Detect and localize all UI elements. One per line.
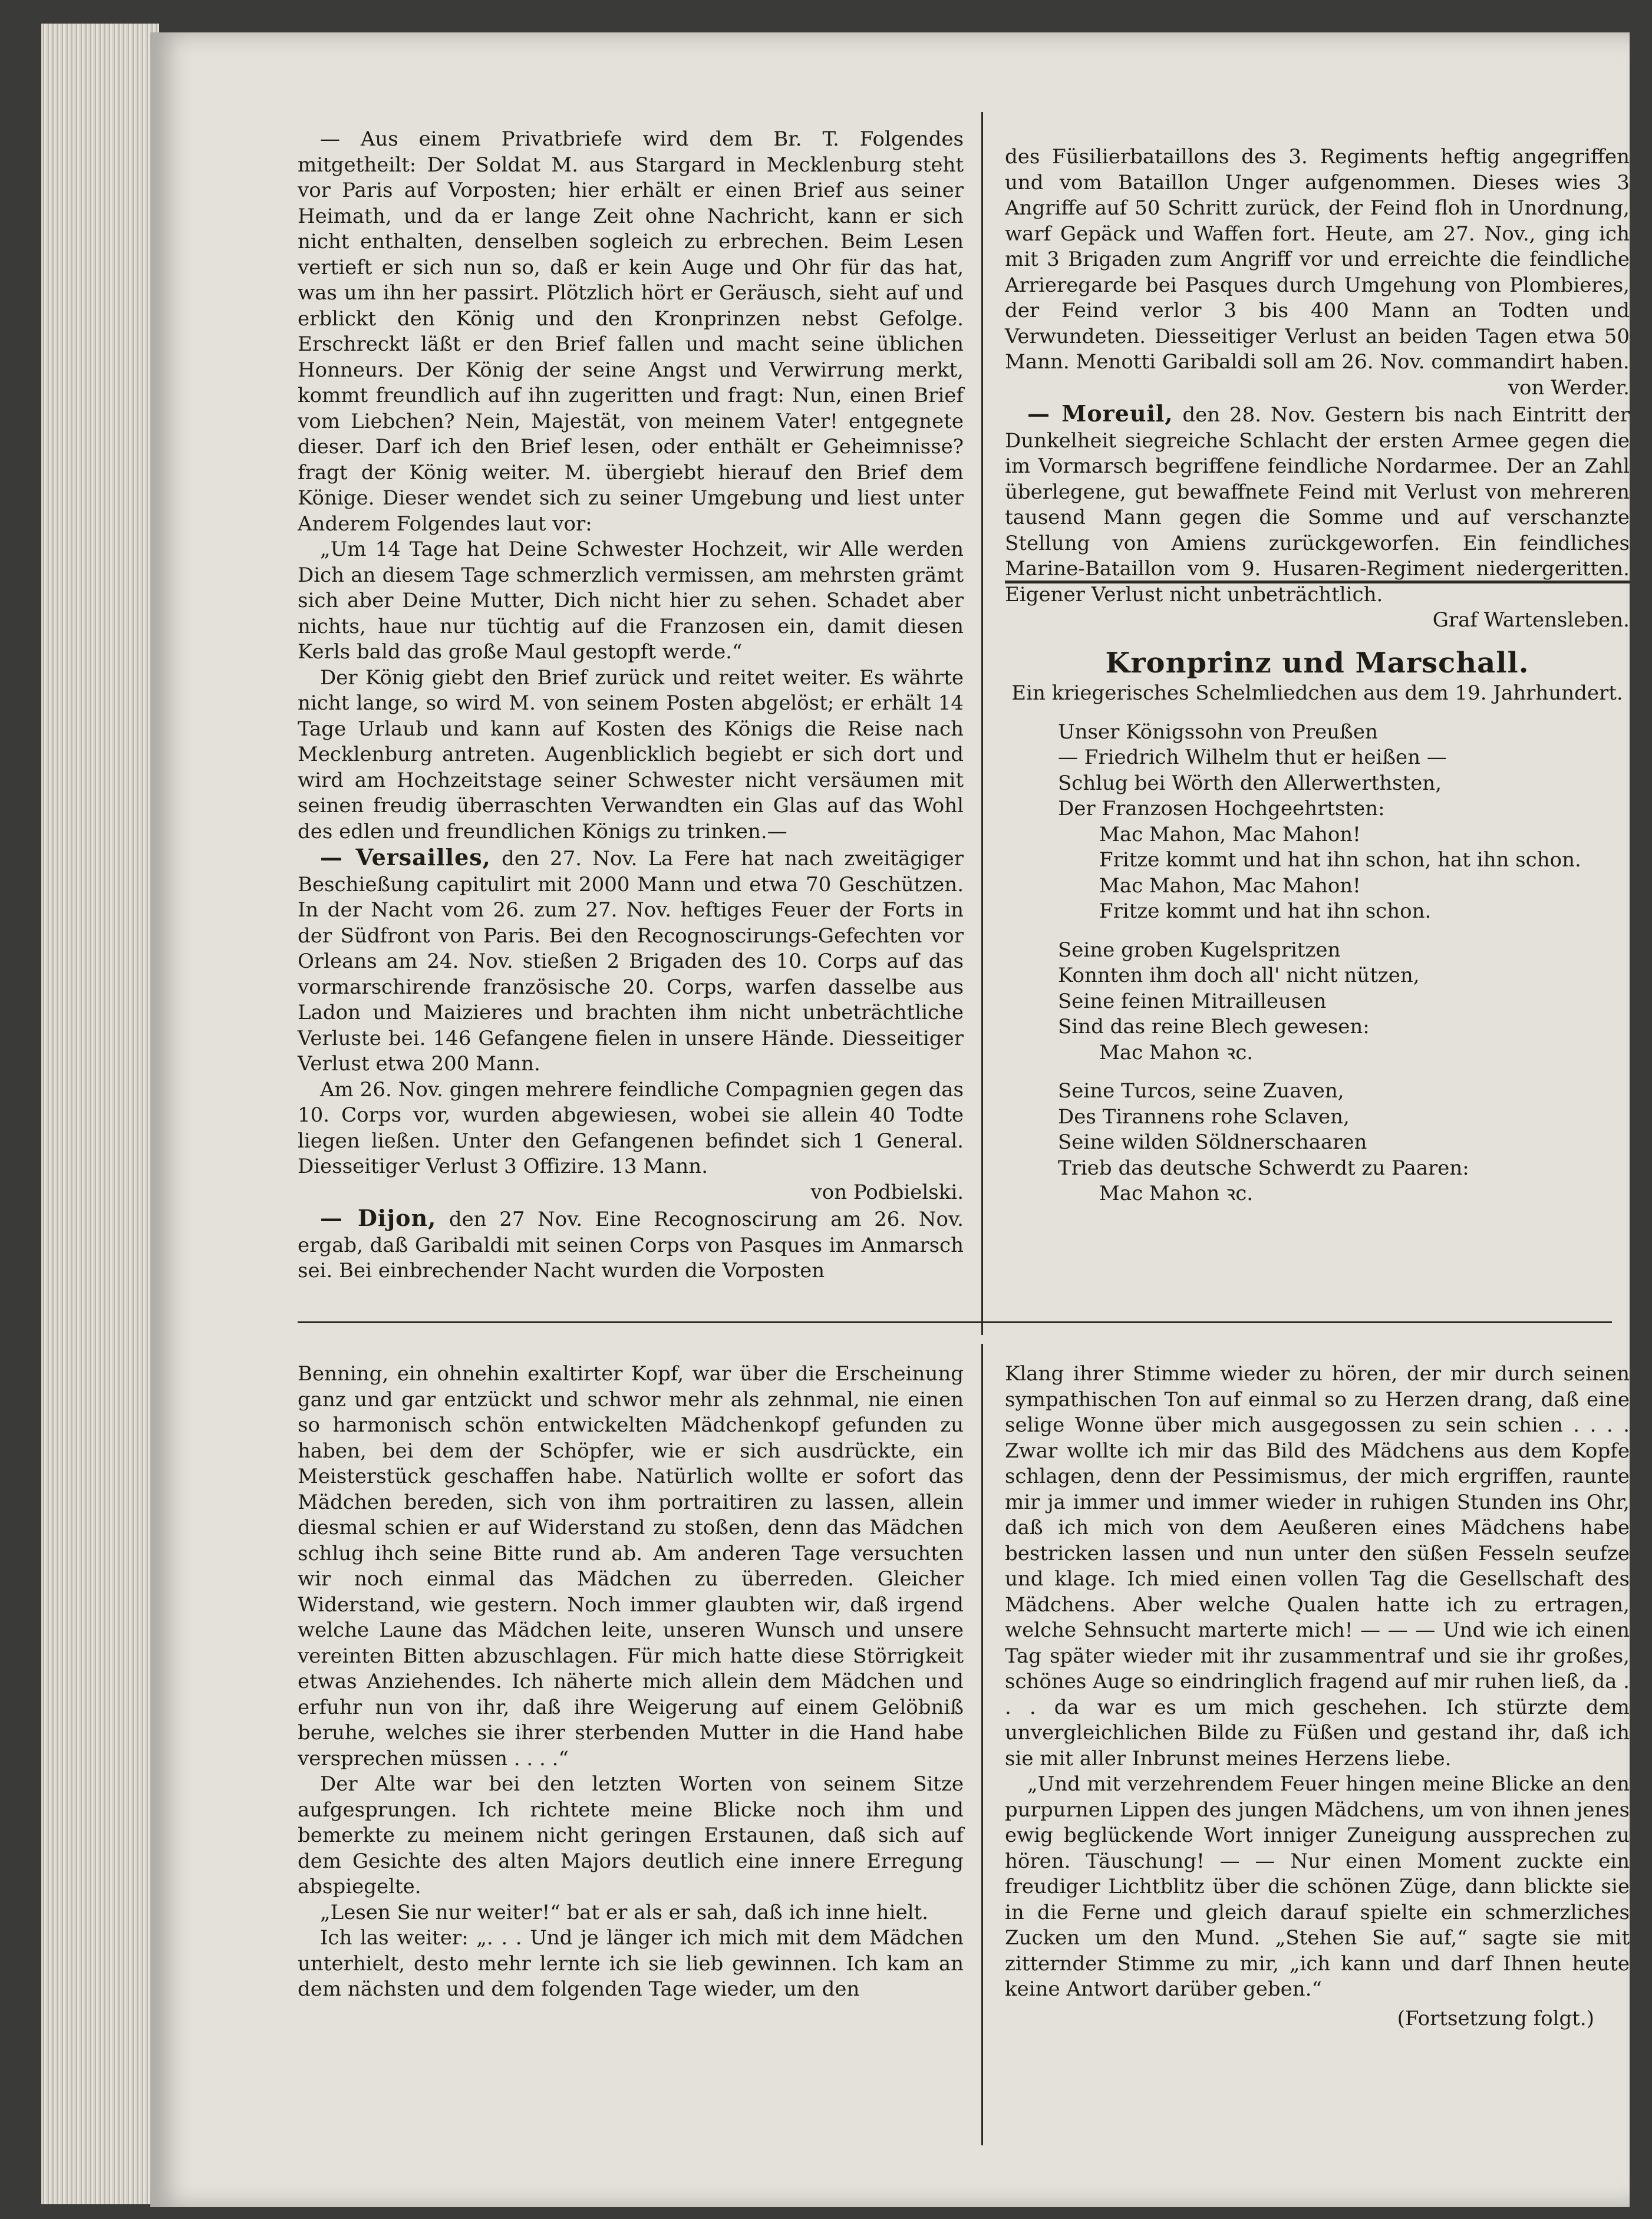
- verse-line: Des Tirannens rohe Sclaven,: [1058, 1104, 1350, 1129]
- poem-section: [1005, 645, 1630, 1207]
- story-paragraph: Benning, ein ohnehin exaltirter Kopf, war über die Erscheinung ganz und gar entzückt und schwor mehr als zehnmal, nie einen so harmonisch schön entwickelten Mädchenkopf gefunden zu haben, bei dem der Schöpfer, wie er sich ausdrückte, ein Meisterstück geschaffen habe. Natürlich wollte er sofort das Mädchen bereden, sich von ihm portraitiren zu lassen, allein diesmal schien er auf Widerstand zu stoßen, denn das Mädchen schlug ihch seine Bitte rund ab. Am anderen Tage versuchten wir noch einmal das Mädchen zu überreden. Gleicher Widerstand, wie gestern. Noch immer glaubten wir, daß irgend welche Laune das Mädchen leite, unseren Wunsch und unsere vereinten Bitten abzuschlagen. Für mich hatte diese Störrigkeit etwas Anziehendes. Ich näherte mich allein dem Mädchen und erfuhr nun von ihr, daß ihre Weigerung auf einem Gelöbniß beruhe, welches sie ihrer sterbenden Mutter in die Hand habe versprechen müssen . . . .“: [298, 1362, 964, 1770]
- signature-werder: von Werder.: [1508, 375, 1630, 400]
- poem-stanza-2: [1005, 938, 1630, 1066]
- verse-line: Konnten ihm doch all' nicht nützen,: [1058, 964, 1420, 987]
- verse-line: Fritze kommt und hat ihn schon, hat ihn schon.: [1099, 848, 1581, 872]
- poem-stanza-3: [1005, 1079, 1630, 1207]
- continuation-note: (Fortsetzung folgt.): [1397, 2006, 1594, 2030]
- dijon-report-continued: des Füsilierbataillons des 3. Regiments heftig angegriffen und vom Bataillon Unger aufgenommen. Dieses wies 3 Angriffe auf 50 Schritt zurück, der Feind floh in Unordnung, warf Gepäck und Waffen fort. Heute, am 27. Nov., ging ich mit 3 Brigaden zum Angriff vor und erreichte die feindliche Arrieregarde bei Pasques durch Umgehung von Plombieres, der Feind verlor 3 bis 400 Mann an Todten und Verwundeten. Diesseitiger Verlust an beiden Tagen etwa 50 Mann. Menotti Garibaldi soll am 26. Nov. commandirt haben.: [1005, 145, 1630, 374]
- story-paragraph: „Und mit verzehrendem Feuer hingen meine Blicke an den purpurnen Lippen des jungen Mädchens, um von ihnen jenes ewig beglückende Wort inniger Zuneigung aussprechen zu hören. Täuschung! — — Nur einen Moment zuckte ein freudiger Lichtblitz über die schönen Züge, dann blickte sie in die Ferne und gleich darauf spielte ein schmerzliches Zucken um den Mund. „Stehen Sie auf,“ sagte sie mit zitternder Stimme zu mir, „ich kann und darf Ihnen heute keine Antwort darüber geben.“: [1005, 1772, 1630, 2001]
- story-paragraph: „Lesen Sie nur weiter!“ bat er als er sah, daß ich inne hielt.: [320, 1900, 929, 1924]
- verse-line: Unser Königssohn von Preußen: [1058, 720, 1378, 744]
- poem-stanza-1: [1005, 720, 1630, 925]
- signature-wartensleben: Graf Wartensleben.: [1432, 608, 1630, 632]
- verse-line: Seine feinen Mitrailleusen: [1058, 989, 1327, 1013]
- verse-line: Mac Mahon, Mac Mahon!: [1099, 873, 1361, 898]
- feuilleton-column-left: [298, 1361, 964, 2003]
- verse-line: Seine wilden Söldnerschaaren: [1058, 1130, 1367, 1154]
- feuilleton-column-right: [1005, 1361, 1630, 2032]
- verse-line: Mac Mahon ꝛc.: [1099, 1182, 1254, 1205]
- story-paragraph: Klang ihrer Stimme wieder zu hören, der mir durch seinen sympathischen Ton auf einmal so zu Herzen drang, daß eine selige Wonne über mich ausgegossen zu sein schien . . . . Zwar wollte ich mir das Bild des Mädchens aus dem Kopfe schlagen, denn der Pessimismus, der mich ergriffen, raunte mir ja immer und immer wieder in ruhigen Stunden ins Ohr, daß ich mich von dem Aeußeren eines Mädchens habe bestricken lassen und nun unter den süßen Fesseln seufze und klage. Ich mied einen vollen Tag die Gesellschaft des Mädchens. Aber welche Qualen hatte ich zu ertragen, welche Sehnsucht marterte mich! — — — Und wie ich einen Tag später wieder mit ihr zusammentraf und sie ihr großes, schönes Auge so eindringlich fragend auf mir ruhen ließ, da . . . da war es um mich geschehen. Ich stürzte dem unvergleichlichen Bilde zu Füßen und gestand ihr, daß ich sie mit aller Inbrunst meines Herzens liebe.: [1005, 1362, 1630, 1770]
- versailles-report-2: Am 26. Nov. gingen mehrere feindliche Compagnien gegen das 10. Corps vor, wurden abgewiesen, wobei sie allein 40 Todte liegen ließen. Unter den Gefangenen befindet sich 1 General. Diesseitiger Verlust 3 Offizire. 13 Mann.: [298, 1077, 964, 1178]
- book-page-edges: [41, 24, 159, 2204]
- poem-subtitle: Ein kriegerisches Schelmliedchen aus dem 19. Jahrhundert.: [1011, 681, 1623, 705]
- column-divider-bottom: [981, 1344, 983, 2145]
- verse-line: — Friedrich Wilhelm thut er heißen —: [1058, 746, 1447, 769]
- news-column-right-top: [1005, 144, 1630, 634]
- dateline-moreuil: — Moreuil,: [1027, 400, 1173, 427]
- moreuil-report: — Moreuil, den 28. Nov. Gestern bis nach Eintritt der Dunkelheit siegreiche Schlacht der ersten Armee gegen die im Vormarsch begriffene feindliche Nordarmee. Der an Zahl überlegene, gut bewaffnete Feind mit Verlust von mehreren tausend Mann gegen die Somme und auf verschanzte Stellung von Amiens zurückgeworfen. Ein feindliches Marine-Bataillon vom 9. Husaren-Regiment niedergeritten. Eigener Verlust nicht unbeträchtlich.: [1005, 400, 1630, 606]
- verse-line: Seine groben Kugelspritzen: [1058, 938, 1341, 962]
- column-divider-top: [981, 112, 983, 1335]
- verse-line: Schlug bei Wörth den Allerwerthsten,: [1058, 771, 1442, 795]
- newspaper-page: [150, 32, 1630, 2207]
- verse-line: Sind das reine Blech gewesen:: [1058, 1015, 1370, 1038]
- letter-conclusion: Der König giebt den Brief zurück und reitet weiter. Es währte nicht lange, so wird M. von seinem Posten abgelöst; er erhält 14 Tage Urlaub und kann auf Kosten des Königs die Reise nach Mecklenburg antreten. Augenblicklich begiebt er sich dort und wird am Hochzeitstage seiner Schwester nicht versäumen mit seinen freudig überraschten Verwandten ein Glas auf das Wohl des edlen und freundlichen Königs zu trinken.—: [298, 665, 964, 843]
- dateline-dijon: — Dijon,: [320, 1205, 437, 1231]
- story-paragraph: Ich las weiter: „. . . Und je länger ich mich mit dem Mädchen unterhielt, desto mehr lernte ich sie lieb gewinnen. Ich kam an dem nächsten und dem folgenden Tage wieder, um den: [298, 1926, 964, 2001]
- poem-title: Kronprinz und Marschall.: [1105, 647, 1529, 680]
- section-divider: [298, 1321, 1612, 1323]
- letter-anecdote: — Aus einem Privatbriefe wird dem Br. T. Folgendes mitgetheilt: Der Soldat M. aus Stargard in Mecklenburg steht vor Paris auf Vorposten; hier erhält er einen Brief aus seiner Heimath, und da er lange Zeit ohne Nachricht, kann er sich nicht enthalten, denselben sogleich zu erbrechen. Beim Lesen vertieft er sich nun so, daß er kein Auge und Ohr für das hat, was um ihn her passirt. Plötzlich hört er Geräusch, sieht auf und erblickt den König und den Kronprinzen nebst Gefolge. Erschreckt läßt er den Brief fallen und macht seine üblichen Honneurs. Der König der seine Angst und Verwirrung merkt, kommt freundlich auf ihn zugeritten und fragt: Nun, einen Brief vom Liebchen? Nein, Majestät, von meinem Vater! entgegnete dieser. Darf ich den Brief lesen, oder enthält er Geheimnisse? fragt der König weiter. M. übergiebt hierauf den Brief dem Könige. Dieser wendet sich zu seiner Umgebung und liest unter Anderem Folgendes laut vor:: [298, 127, 964, 536]
- verse-line: Trieb das deutsche Schwerdt zu Paaren:: [1058, 1156, 1469, 1180]
- letter-quote: „Um 14 Tage hat Deine Schwester Hochzeit, wir Alle werden Dich an diesem Tage schmerzlich vermissen, am mehrsten grämt sich aber Deine Mutter, Dich nicht hier zu sehen. Schadet aber nichts, haue nur tüchtig auf die Franzosen ein, damit diesen Kerls bald das große Maul gestopft werde.“: [298, 538, 964, 664]
- dijon-report: — Dijon, den 27 Nov. Eine Recognoscirung am 26. Nov. ergab, daß Garibaldi mit seinen Corps von Pasques im Anmarsch sei. Bei einbrechender Nacht wurden die Vorposten: [298, 1205, 964, 1282]
- versailles-report: — Versailles, den 27. Nov. La Fere hat nach zweitägiger Beschießung capitulirt mit 2000 Mann und etwa 70 Geschützen. In der Nacht vom 26. zum 27. Nov. heftiges Feuer der Forts in der Südfront von Paris. Bei den Recognoscirungs-Gefechten vor Orleans am 24. Nov. stießen 2 Brigaden des 10. Corps auf das vormarschirende französische 20. Corps, warfen dasselbe aus Ladon und Maizieres und brachten ihm nicht unbeträchtliche Verluste bei. 146 Gefangene fielen in unsere Hände. Diesseitiger Verlust etwa 200 Mann.: [298, 844, 964, 1076]
- dateline-versailles: — Versailles,: [320, 844, 491, 871]
- signature-podbielski: von Podbielski.: [810, 1180, 964, 1204]
- verse-line: Seine Turcos, seine Zuaven,: [1058, 1079, 1344, 1103]
- verse-line: Mac Mahon, Mac Mahon!: [1099, 822, 1361, 846]
- verse-line: Fritze kommt und hat ihn schon.: [1099, 899, 1432, 923]
- story-paragraph: Der Alte war bei den letzten Worten von seinem Sitze aufgesprungen. Ich richtete meine Blicke noch ihm und bemerkte zu meinem nicht geringen Erstaunen, daß sich auf dem Gesichte des alten Majors deutlich eine innere Erregung abspiegelte.: [298, 1772, 964, 1898]
- news-column-left-top: [298, 127, 964, 1284]
- verse-line: Mac Mahon ꝛc.: [1099, 1040, 1254, 1064]
- verse-line: Der Franzosen Hochgeehrtsten:: [1058, 797, 1385, 820]
